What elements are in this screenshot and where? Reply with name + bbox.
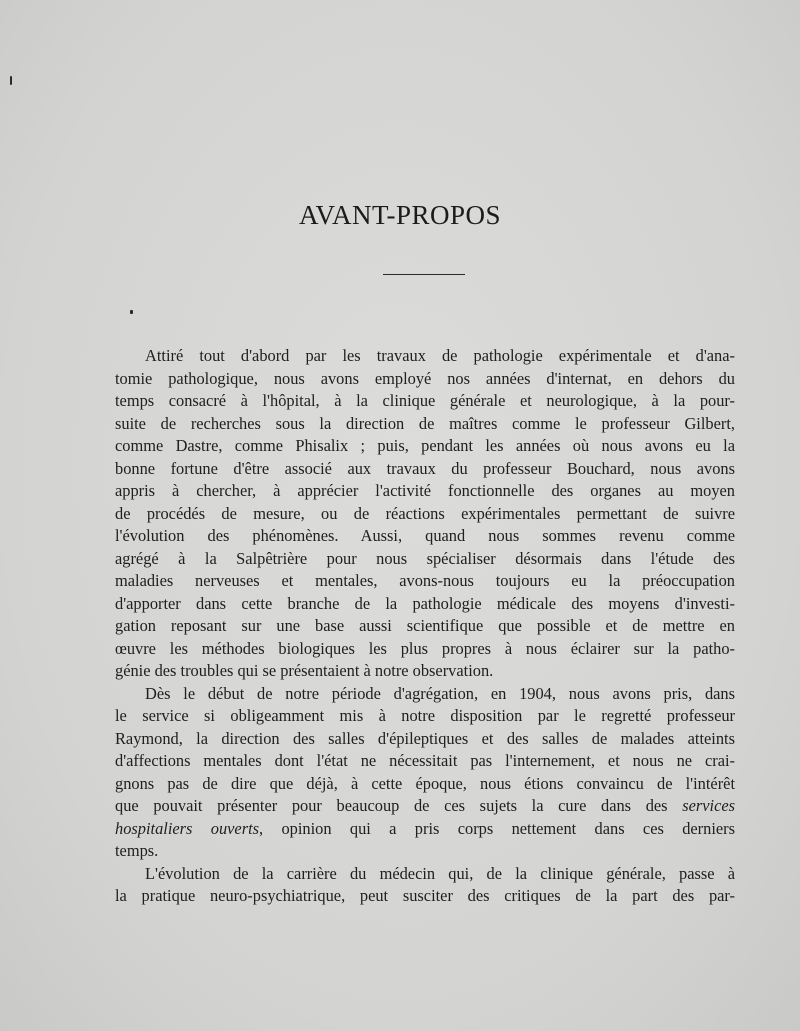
text-line: tomie pathologique, nous avons employé nos années d'internat, en dehors du bbox=[115, 368, 735, 388]
text-line: temps consacré à l'hôpital, à la clinique générale et neurologique, à la pour- bbox=[115, 391, 735, 410]
text-line: œuvre les méthodes biologiques les plus propres à nous éclairer sur la patho- bbox=[115, 638, 735, 658]
text-line: Raymond, la direction des salles d'épileptiques et des salles de malades atteints bbox=[115, 728, 735, 748]
body-text bbox=[115, 345, 735, 908]
text-line-with-italic bbox=[115, 818, 735, 841]
italic-text: hospitaliers ouverts bbox=[115, 818, 260, 838]
text-line: d'affections mentales dont l'état ne nécessitait pas l'internement, et nous ne crai- bbox=[115, 751, 735, 770]
text-line: d'apporter dans cette branche de la pathologie médicale des moyens d'investi- bbox=[115, 593, 735, 613]
text-line: la pratique neuro-psychiatrique, peut susciter des critiques de la part des par- bbox=[115, 886, 735, 905]
text-segment: que pouvait présenter pour beaucoup de ces sujets la cure dans des bbox=[115, 796, 683, 815]
text-line: L'évolution de la carrière du médecin qui, de la clinique générale, passe à bbox=[145, 863, 735, 883]
text-line: de procédés de mesure, ou de réactions expérimentales permettant de suivre bbox=[115, 503, 735, 523]
text-line: le service si obligeamment mis à notre disposition par le regretté professeur bbox=[115, 706, 735, 725]
text-line: génie des troubles qui se présentaient à notre observation. bbox=[115, 661, 494, 680]
text-line: l'évolution des phénomènes. Aussi, quand nous sommes revenu comme bbox=[115, 526, 735, 545]
title-rule bbox=[383, 274, 465, 275]
text-line: comme Dastre, comme Phisalix ; puis, pendant les années où nous avons eu la bbox=[115, 436, 735, 455]
text-line: maladies nerveuses et mentales, avons-nous toujours eu la préoccupation bbox=[115, 571, 735, 590]
text-line: agrégé à la Salpêtrière pour nous spécialiser désormais dans l'étude des bbox=[115, 548, 735, 568]
text-line: temps. bbox=[115, 841, 159, 860]
text-line: appris à chercher, à apprécier l'activité fonctionnelle des organes au moyen bbox=[115, 481, 735, 500]
ink-speck bbox=[10, 76, 12, 85]
text-line: bonne fortune d'être associé aux travaux du professeur Bouchard, nous avons bbox=[115, 458, 735, 478]
italic-text: services bbox=[682, 796, 735, 815]
text-line: suite de recherches sous la direction de maîtres comme le professeur Gilbert, bbox=[115, 413, 735, 433]
text-segment: , opinion qui a pris corps nettement dans ces derniers bbox=[259, 818, 735, 838]
text-line: Dès le début de notre période d'agrégation, en 1904, nous avons pris, dans bbox=[145, 683, 735, 703]
text-line: gnons pas de dire que déjà, à cette époque, nous étions convaincu de l'intérêt bbox=[115, 773, 735, 793]
text-line: Attiré tout d'abord par les travaux de pathologie expérimentale et d'ana- bbox=[145, 346, 735, 365]
text-line-with-italic bbox=[115, 795, 735, 818]
text-line: gation reposant sur une base aussi scientifique que possible et de mettre en bbox=[115, 616, 735, 635]
ink-speck bbox=[130, 310, 133, 314]
page-title: AVANT-PROPOS bbox=[298, 200, 502, 230]
